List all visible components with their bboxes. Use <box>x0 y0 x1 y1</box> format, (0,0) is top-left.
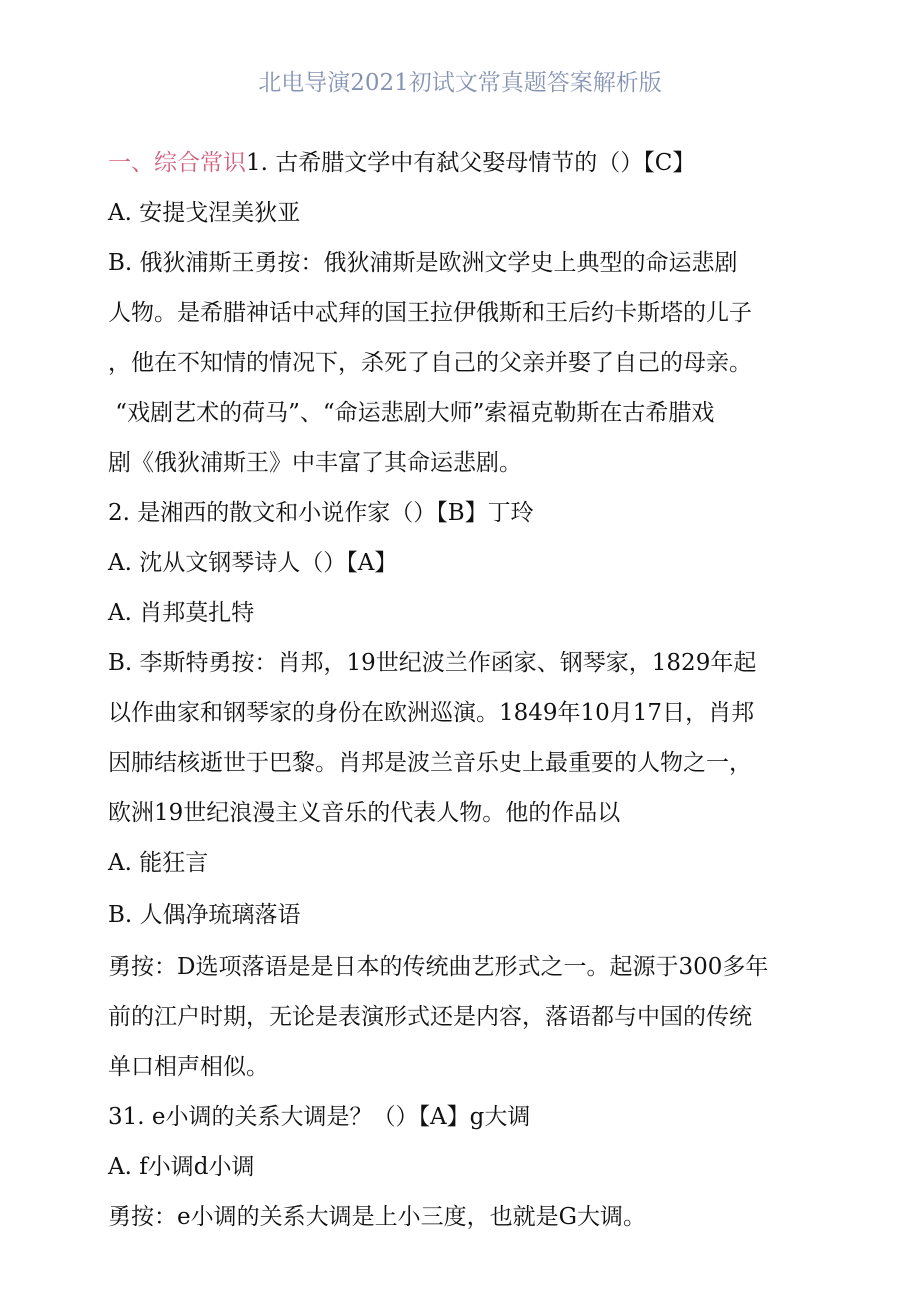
text-line: “戏剧艺术的荷马”、“命运悲剧大师”索福克勒斯在古希腊戏 <box>108 400 715 426</box>
document-body <box>108 138 828 1242</box>
text-line: 勇按：e小调的关系大调是上小三度，也就是G大调。 <box>108 1204 646 1230</box>
question-1 <box>108 138 828 188</box>
text-line: B. 人偶净琉璃落语 <box>108 902 301 928</box>
question-text: 1. 古希腊文学中有弑父娶母情节的（）【C】 <box>246 150 696 176</box>
text-line: A. 能狂言 <box>108 850 209 876</box>
text-line: A. 安提戈涅美狄亚 <box>108 200 301 226</box>
text-line: 因肺结核逝世于巴黎。肖邦是波兰音乐史上最重要的人物之一， <box>108 750 752 776</box>
text-line: B. 李斯特勇按：肖邦，19世纪波兰作函家、钢琴家，1829年起 <box>108 650 757 676</box>
document-title: 北电导演2021初试文常真题答案解析版 <box>258 70 662 96</box>
question-31: 31. e小调的关系大调是？（）【A】g大调 <box>108 1104 531 1130</box>
text-line: 欧洲19世纪浪漫主义音乐的代表人物。他的作品以 <box>108 800 621 826</box>
text-line: A. 肖邦莫扎特 <box>108 600 255 626</box>
text-line: ，他在不知情的情况下，杀死了自己的父亲并娶了自己的母亲。 <box>108 350 752 376</box>
section-heading: 一、综合常识 <box>108 150 246 176</box>
text-line: 剧《俄狄浦斯王》中丰富了其命运悲剧。 <box>108 450 522 476</box>
question-2: 2. 是湘西的散文和小说作家（）【B】丁玲 <box>108 500 534 526</box>
text-line: 单口相声相似。 <box>108 1054 269 1080</box>
text-line: 勇按：D选项落语是是日本的传统曲艺形式之一。起源于300多年 <box>108 954 769 980</box>
text-line: B. 俄狄浦斯王勇按：俄狄浦斯是欧洲文学史上典型的命运悲剧 <box>108 250 738 276</box>
text-line: 前的江户时期，无论是表演形式还是内容，落语都与中国的传统 <box>108 1004 752 1030</box>
text-line: A. 沈从文钢琴诗人（）【A】 <box>108 550 398 576</box>
text-line: 人物。是希腊神话中忒拜的国王拉伊俄斯和王后约卡斯塔的儿子 <box>108 300 752 326</box>
text-line: A. f小调d小调 <box>108 1154 255 1180</box>
text-line: 以作曲家和钢琴家的身份在欧洲巡演。1849年10月17日，肖邦 <box>108 700 755 726</box>
